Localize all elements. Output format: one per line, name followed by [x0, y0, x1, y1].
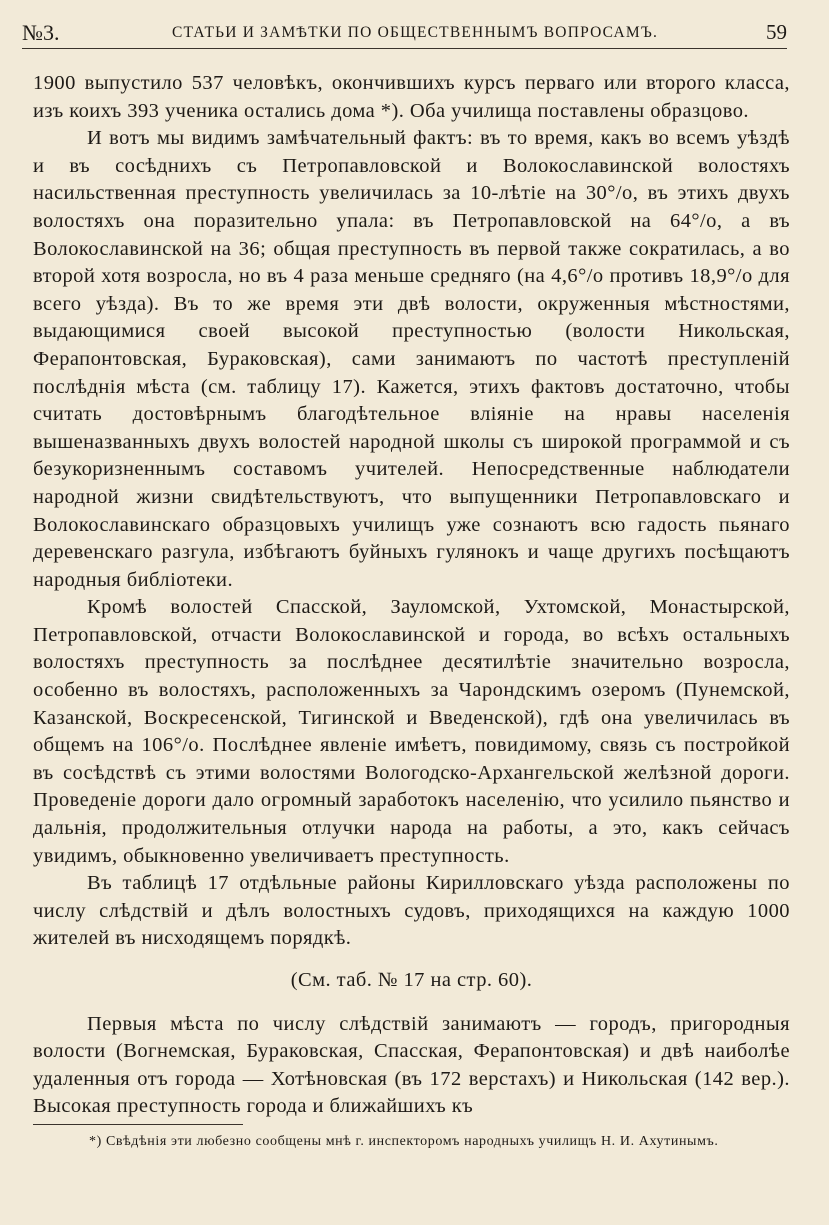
- paragraph-2: И вотъ мы видимъ замѣчательный фактъ: въ то время, какъ во всемъ уѣздѣ и въ сосѣднихъ съ Петропавловской и Волокославинской волостяхъ насильственная преступность увеличилась за 10-лѣтіе на 30°/о, въ этихъ двухъ волостяхъ она поразительно упала: въ Петропавловской на 64°/о, а въ Волокославинской на 36; общая преступность въ первой также сократилась, а во второй хотя возросла, но въ 4 раза меньше средняго (на 4,6°/о противъ 18,9°/о для всего уѣзда). Въ то же время эти двѣ волости, окруженныя мѣстностями, выдающимися своей высокой преступностью (волости Никольская, Ферапонтовская, Бураковская), сами занимаютъ по частотѣ преступленій послѣднія мѣста (см. таблицу 17). Кажется, этихъ фактовъ достаточно, чтобы считать достовѣрнымъ благодѣтельное вліяніе на нравы населенія вышеназванныхъ двухъ волостей народной школы съ широкой программой и съ безукоризненнымъ составомъ учителей. Непосредственные наблюдатели народной жизни свидѣтельствуютъ, что выпущенники Петропавловскаго и Волокославинскаго образцовыхъ училищъ уже сознаютъ всю гадость пьянаго деревенскаго разгула, избѣгаютъ буйныхъ гулянокъ и чаще другихъ посѣщаютъ народныя библіотеки.: [33, 127, 790, 591]
- issue-number: №3.: [22, 20, 60, 45]
- page-header: [22, 18, 787, 48]
- page-number: 59: [766, 20, 787, 44]
- footnote-rule: [33, 1124, 243, 1125]
- paragraph-3: Кромѣ волостей Спасской, Зауломской, Ухтомской, Монастырской, Петропавловской, отчасти Волокославинской и города, во всѣхъ остальныхъ волостяхъ преступность за послѣднее десятилѣтіе значительно возросла, особенно въ волостяхъ, расположенныхъ за Чарондскимъ озеромъ (Пунемской, Казанской, Воскресенской, Тигинской и Введенской), гдѣ она увеличилась въ общемъ на 106°/о. Послѣднее явленіе имѣетъ, повидимому, связь съ постройкой въ сосѣдствѣ съ этими волостями Вологодско-Архангельской желѣзной дороги. Проведеніе дороги дало огромный заработокъ населенію, что усилило пьянство и дальнія, продолжительныя отлучки народа на работы, а это, какъ сейчасъ увидимъ, обыкновенно увеличиваетъ преступность.: [33, 596, 790, 867]
- paragraph-1: 1900 выпустило 537 человѣкъ, окончившихъ курсъ перваго или второго класса, изъ коихъ 393 ученика остались дома *). Оба училища поставлены образцово.: [33, 72, 790, 122]
- body-text: [33, 70, 790, 1121]
- paragraph-4: Въ таблицѣ 17 отдѣльные районы Кирилловскаго уѣзда расположены по числу слѣдствій и дѣлъ волостныхъ судовъ, приходящихся на каждую 1000 жителей въ нисходящемъ порядкѣ.: [33, 872, 790, 950]
- footnote: *) Свѣдѣнія эти любезно сообщены мнѣ г. инспекторомъ народныхъ училищъ Н. И. Ахутинымъ.: [89, 1134, 719, 1149]
- table-reference: (См. таб. № 17 на стр. 60).: [290, 969, 533, 991]
- paragraph-5: Первыя мѣста по числу слѣдствій занимаютъ — городъ, пригородныя волости (Вогнемская, Бураковская, Спасская, Ферапонтовская) и двѣ наиболѣе удаленныя отъ города — Хотѣновская (въ 172 верстахъ) и Никольская (142 вер.). Высокая преступность города и ближайшихъ къ: [33, 1012, 790, 1118]
- running-title: СТАТЬИ И ЗАМѢТКИ ПО ОБЩЕСТВЕННЫМЪ ВОПРОСАМЪ.: [172, 24, 659, 41]
- header-rule: [22, 48, 787, 49]
